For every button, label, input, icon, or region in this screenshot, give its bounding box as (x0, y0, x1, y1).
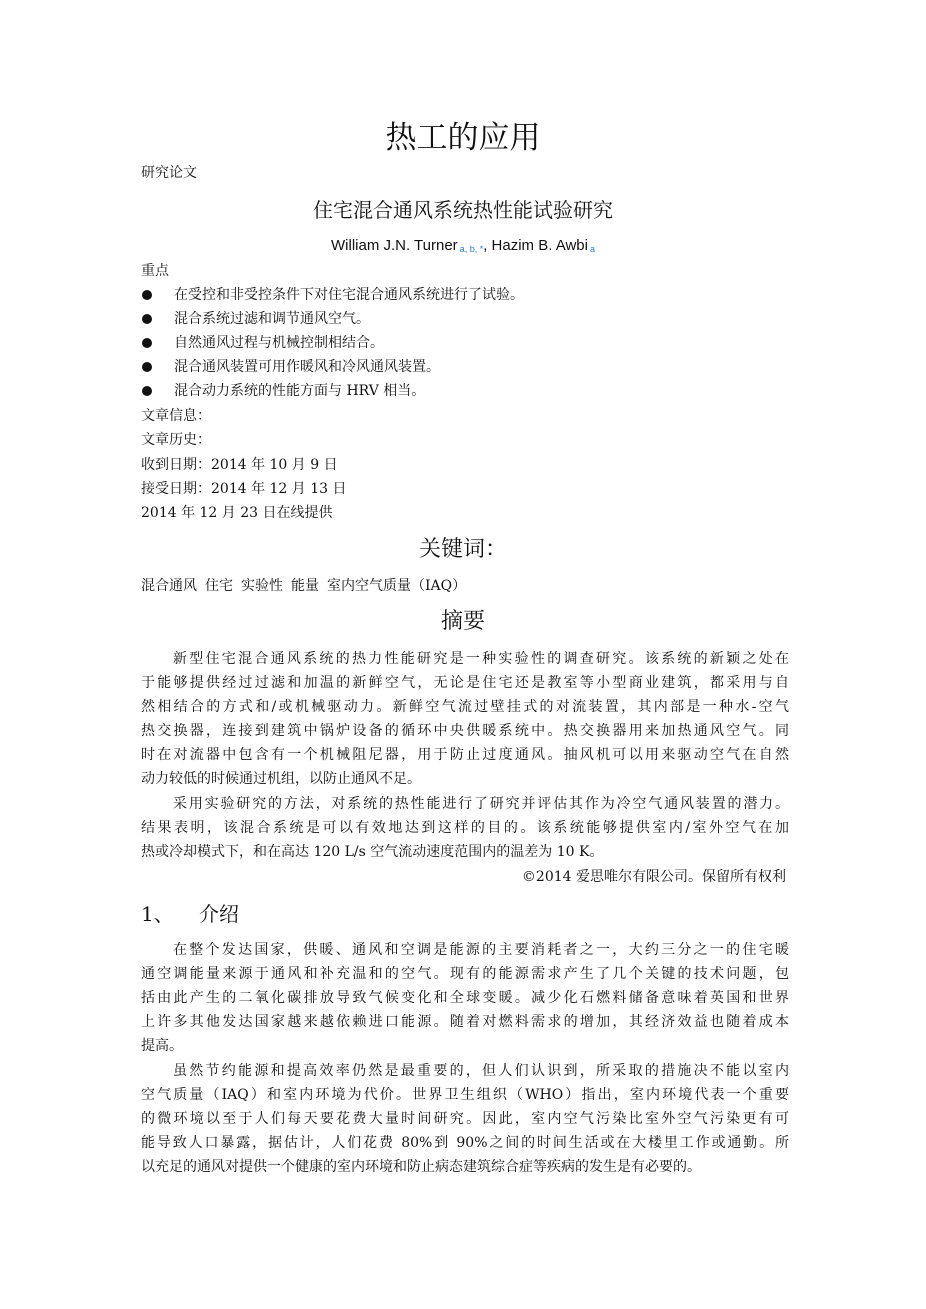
keyword: 能量 (291, 578, 319, 594)
section-title: 介绍 (199, 902, 239, 926)
text-line: 括由此产生的二氧化碳排放导致气候变化和全球变暖。减少化石燃料储备意味着英国和世界 (141, 990, 789, 1006)
text-line: 以充足的通风对提供一个健康的室内环境和防止病态建筑综合症等疾病的发生是有必要的。 (141, 1159, 701, 1175)
highlights-list (141, 285, 524, 405)
text-line: 能导致人口暴露，据估计，人们花费 80%到 90%之间的时间生活或在大楼里工作或通勤。所 (141, 1135, 789, 1151)
highlight-item (141, 333, 524, 357)
text-line: 空气质量（IAQ）和室内环境为代价。世界卫生组织（WHO）指出，室内环境代表一个重要 (141, 1087, 789, 1103)
article-type-label: 研究论文 (141, 165, 197, 181)
paper-title: 住宅混合通风系统热性能试验研究 (313, 198, 613, 222)
highlights-heading: 重点 (141, 263, 169, 279)
highlight-text: 混合系统过滤和调节通风空气。 (174, 311, 370, 327)
text-line: 通空调能量来源于通风和补充温和的空气。现有的能源需求产生了几个关键的技术问题，包 (141, 966, 789, 982)
article-history-label: 文章历史： (141, 432, 211, 448)
bullet-icon (142, 290, 152, 300)
author-separator: , (483, 237, 488, 254)
section-heading (141, 900, 239, 928)
highlight-text: 混合通风装置可用作暖风和冷风通风装置。 (174, 359, 440, 375)
text-line: 上许多其他发达国家越来越依赖进口能源。随着对燃料需求的增加，其经济效益也随着成本 (141, 1014, 789, 1030)
author-name: William J.N. Turner (331, 237, 458, 254)
author-affiliation-link[interactable]: a (589, 244, 595, 254)
text-line: 热或冷却模式下，和在高达 120 L/s 空气流动速度范围内的温差为 10 K。 (141, 844, 604, 860)
highlight-text: 自然通风过程与机械控制相结合。 (174, 335, 384, 351)
text-line: 的微环境以至于人们每天要花费大量时间研究。因此，室内空气污染比室外空气污染更有可 (141, 1111, 789, 1127)
bullet-icon (142, 338, 152, 348)
text-line: 于能够提供经过过滤和加温的新鲜空气，无论是住宅还是教室等小型商业建筑，都采用与自 (141, 675, 789, 691)
text-line: 热交换器，连接到建筑中锅炉设备的循环中央供暖系统中。热交换器用来加热通风空气。同 (141, 723, 789, 739)
abstract-heading: 摘要 (440, 609, 485, 634)
highlight-item (141, 381, 524, 405)
text-line: 虽然节约能源和提高效率仍然是最重要的，但人们认识到，所采取的措施决不能以室内 (173, 1063, 789, 1079)
abstract-paragraph (141, 647, 789, 791)
highlight-text: 混合动力系统的性能方面与 HRV 相当。 (174, 383, 426, 399)
author-affiliation-link[interactable]: a, b, * (459, 244, 484, 254)
keyword: 住宅 (205, 578, 233, 594)
highlight-item (141, 285, 524, 309)
author-list (0, 236, 926, 257)
text-line: 提高。 (141, 1038, 183, 1054)
keywords-list (141, 576, 474, 596)
keywords-heading: 关键词： (418, 537, 507, 562)
highlight-item (141, 357, 524, 381)
keyword: 实验性 (241, 578, 283, 594)
bullet-icon (142, 314, 152, 324)
text-line: 采用实验研究的方法，对系统的热性能进行了研究并评估其作为冷空气通风装置的潜力。 (173, 796, 789, 812)
author-name: Hazim B. Awbi (491, 237, 588, 254)
copyright-notice: ©2014 爱思唯尔有限公司。保留所有权利 (521, 869, 786, 885)
text-line: 在整个发达国家，供暖、通风和空调是能源的主要消耗者之一，大约三分之一的住宅暖 (173, 942, 789, 958)
text-line: 新型住宅混合通风系统的热力性能研究是一种实验性的调查研究。该系统的新颖之处在 (173, 651, 789, 667)
received-date: 收到日期：2014 年 10 月 9 日 (141, 457, 338, 473)
text-line: 结果表明，该混合系统是可以有效地达到这样的目的。该系统能够提供室内/室外空气在加 (141, 820, 789, 836)
online-date: 2014 年 12 月 23 日在线提供 (141, 505, 333, 521)
journal-title: 热工的应用 (385, 120, 541, 156)
bullet-icon (142, 362, 152, 372)
accepted-date: 接受日期：2014 年 12 月 13 日 (141, 481, 347, 497)
text-line: 动力较低的时候通过机组，以防止通风不足。 (141, 771, 421, 787)
text-line: 时在对流器中包含有一个机械阻尼器，用于防止过度通风。抽风机可以用来驱动空气在自然 (141, 747, 789, 763)
highlight-text: 在受控和非受控条件下对住宅混合通风系统进行了试验。 (174, 287, 524, 303)
text-line: 然相结合的方式和/或机械驱动力。新鲜空气流过壁挂式的对流装置，其内部是一种水-空气 (141, 699, 789, 715)
keyword: 室内空气质量（IAQ） (327, 578, 467, 594)
article-info-label: 文章信息： (141, 408, 211, 424)
bullet-icon (142, 386, 152, 396)
abstract-paragraph (141, 792, 789, 864)
intro-paragraph (141, 938, 789, 1058)
highlight-item (141, 309, 524, 333)
intro-paragraph (141, 1059, 789, 1179)
keyword: 混合通风 (141, 578, 197, 594)
section-number: 1、 (141, 902, 174, 926)
